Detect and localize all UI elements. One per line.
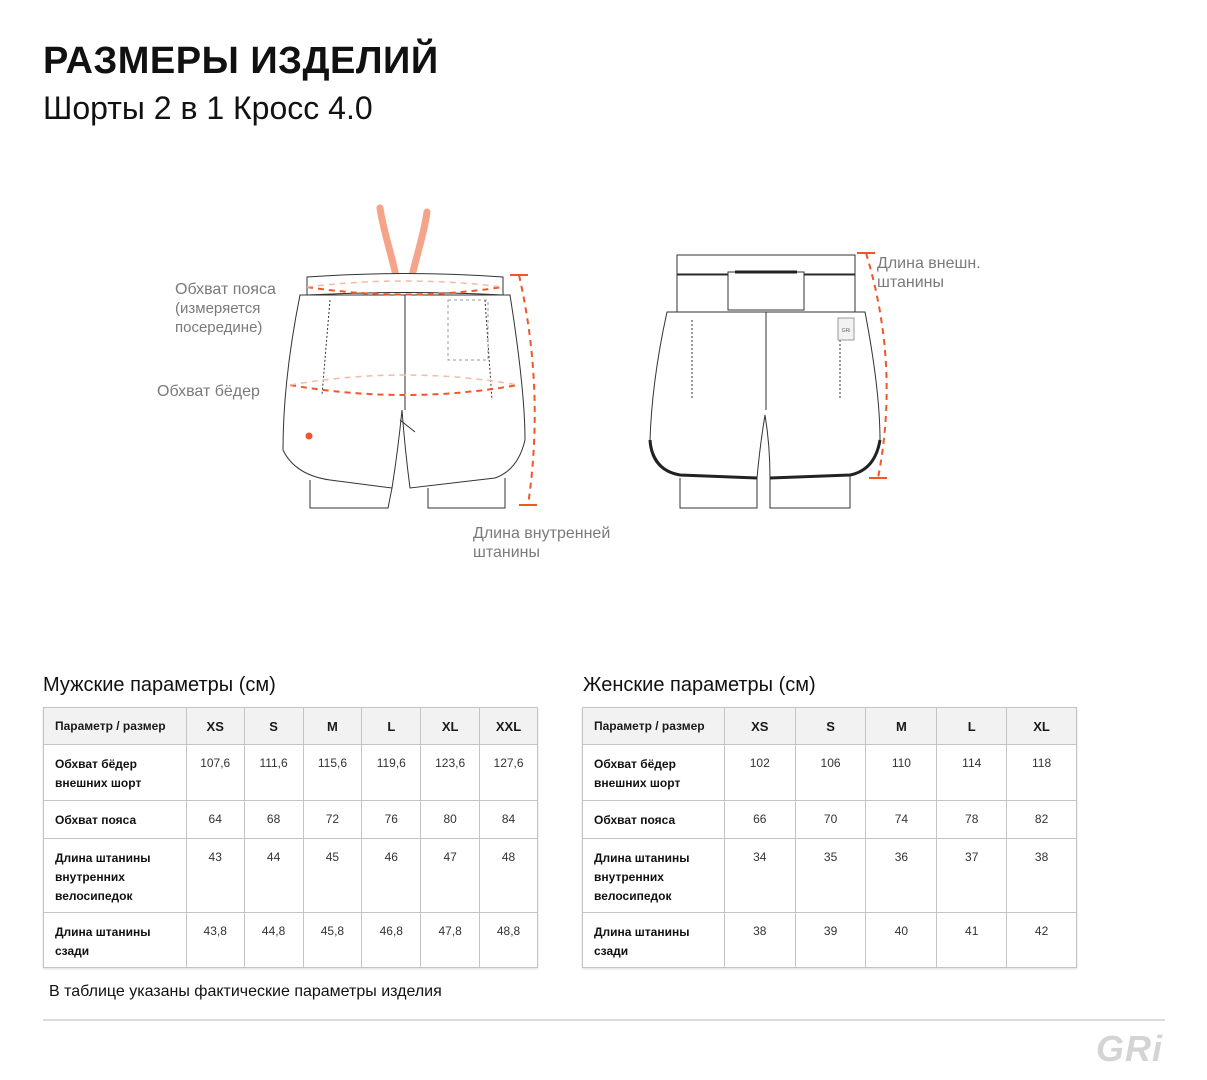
table-cell: 39 <box>795 913 866 968</box>
table-row <box>44 839 538 913</box>
column-header: L <box>937 708 1007 745</box>
table-cell: 72 <box>303 801 362 839</box>
waist-label: Обхват пояса <box>175 281 276 298</box>
table-cell: 43,8 <box>186 913 244 968</box>
hip-label: Обхват бёдер <box>157 383 260 400</box>
table-cell: 45 <box>303 839 362 913</box>
table-header-row <box>583 708 1077 745</box>
column-header: L <box>362 708 421 745</box>
table-row <box>583 801 1077 839</box>
table-cell: 127,6 <box>480 745 538 801</box>
women-size-table <box>582 707 1077 968</box>
table-cell: 107,6 <box>186 745 244 801</box>
garment-tag: GRi <box>841 328 851 334</box>
table-cell: 41 <box>937 913 1007 968</box>
row-parameter: Обхват пояса <box>583 801 725 839</box>
column-header: XS <box>186 708 244 745</box>
shorts-back-view <box>650 255 880 508</box>
table-cell: 123,6 <box>421 745 480 801</box>
column-header: M <box>303 708 362 745</box>
table-cell: 70 <box>795 801 866 839</box>
table-row <box>583 839 1077 913</box>
table-cell: 47,8 <box>421 913 480 968</box>
table-cell: 74 <box>866 801 937 839</box>
table-cell: 46,8 <box>362 913 421 968</box>
men-size-table <box>43 707 538 968</box>
table-row <box>44 801 538 839</box>
column-header: M <box>866 708 937 745</box>
table-cell: 102 <box>724 745 795 801</box>
table-cell: 78 <box>937 801 1007 839</box>
table-cell: 76 <box>362 801 421 839</box>
table-cell: 64 <box>186 801 244 839</box>
page-title: РАЗМЕРЫ ИЗДЕЛИЙ <box>43 40 439 82</box>
table-row <box>583 913 1077 968</box>
table-header-row <box>44 708 538 745</box>
table-row <box>44 745 538 801</box>
column-header: Параметр / размер <box>583 708 725 745</box>
column-header: XXL <box>480 708 538 745</box>
table-cell: 46 <box>362 839 421 913</box>
row-parameter: Длина штанины сзади <box>44 913 187 968</box>
row-parameter: Длина штанины внутренних велосипедок <box>583 839 725 913</box>
table-cell: 45,8 <box>303 913 362 968</box>
column-header: XL <box>1007 708 1077 745</box>
shorts-front-view <box>283 208 525 508</box>
men-table-title: Мужские параметры (см) <box>43 674 276 696</box>
table-cell: 84 <box>480 801 538 839</box>
table-cell: 82 <box>1007 801 1077 839</box>
table-cell: 114 <box>937 745 1007 801</box>
table-cell: 38 <box>724 913 795 968</box>
table-cell: 118 <box>1007 745 1077 801</box>
table-cell: 44 <box>244 839 303 913</box>
table-cell: 36 <box>866 839 937 913</box>
table-cell: 48 <box>480 839 538 913</box>
table-cell: 37 <box>937 839 1007 913</box>
table-row <box>583 745 1077 801</box>
table-cell: 43 <box>186 839 244 913</box>
women-table-title: Женские параметры (см) <box>583 674 816 696</box>
product-subtitle: Шорты 2 в 1 Кросс 4.0 <box>43 90 373 126</box>
table-cell: 110 <box>866 745 937 801</box>
brand-logo: GRi <box>1095 1028 1163 1069</box>
inseam-label: Длина внутренней штанины <box>473 525 611 561</box>
row-parameter: Длина штанины внутренних велосипедок <box>44 839 187 913</box>
table-cell: 111,6 <box>244 745 303 801</box>
column-header: Параметр / размер <box>44 708 187 745</box>
table-cell: 66 <box>724 801 795 839</box>
column-header: XS <box>724 708 795 745</box>
table-cell: 68 <box>244 801 303 839</box>
table-cell: 115,6 <box>303 745 362 801</box>
footnote: В таблице указаны фактические параметры изделия <box>49 983 442 1000</box>
row-parameter: Обхват бёдер внешних шорт <box>44 745 187 801</box>
waist-note-label: (измеряется посередине) <box>175 300 263 336</box>
table-cell: 80 <box>421 801 480 839</box>
table-cell: 42 <box>1007 913 1077 968</box>
row-parameter: Обхват пояса <box>44 801 187 839</box>
table-cell: 34 <box>724 839 795 913</box>
table-row <box>44 913 538 968</box>
table-cell: 106 <box>795 745 866 801</box>
table-cell: 35 <box>795 839 866 913</box>
table-cell: 44,8 <box>244 913 303 968</box>
table-cell: 48,8 <box>480 913 538 968</box>
column-header: S <box>795 708 866 745</box>
table-cell: 40 <box>866 913 937 968</box>
column-header: XL <box>421 708 480 745</box>
table-cell: 47 <box>421 839 480 913</box>
table-cell: 38 <box>1007 839 1077 913</box>
footer-divider <box>43 1019 1165 1021</box>
column-header: S <box>244 708 303 745</box>
table-cell: 119,6 <box>362 745 421 801</box>
row-parameter: Длина штанины сзади <box>583 913 725 968</box>
row-parameter: Обхват бёдер внешних шорт <box>583 745 725 801</box>
outseam-label: Длина внешн. штанины <box>877 255 981 291</box>
